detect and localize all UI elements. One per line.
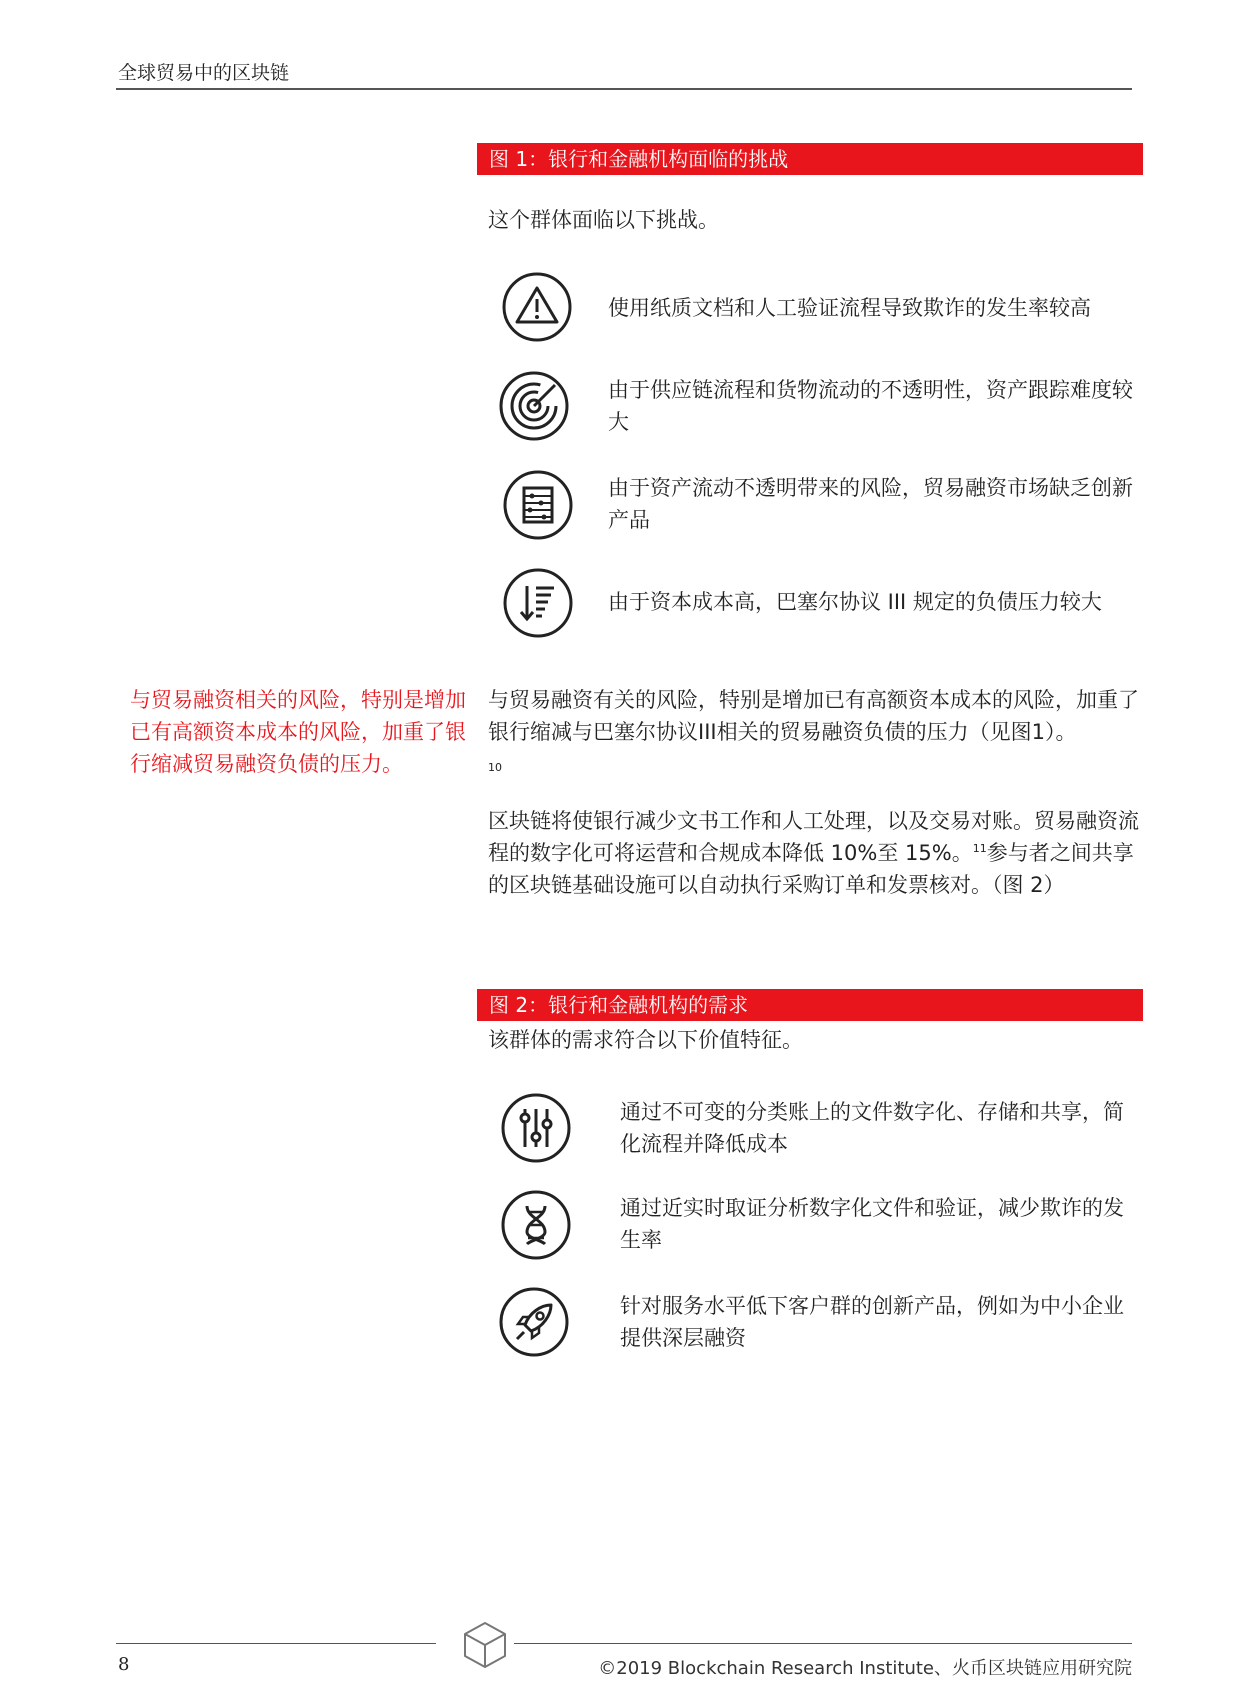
footer-credit: ©2019 Blockchain Research Institute、火币区块链应用研究院 (598, 1658, 1132, 1679)
figure1-title: 图 1：银行和金融机构面临的挑战 (477, 143, 1143, 175)
figure2-item-1: 通过不可变的分类账上的文件数字化、存储和共享，简化流程并降低成本 (620, 1100, 1124, 1156)
footer-rule-right (514, 1643, 1132, 1644)
sliders-icon (501, 1093, 571, 1163)
figure1-item-3: 由于资产流动不透明带来的风险，贸易融资市场缺乏创新产品 (608, 476, 1133, 532)
figure2-intro: 该群体的需求符合以下价值特征。 (488, 1028, 803, 1052)
footnote-ref-11[interactable]: 11 (972, 842, 987, 855)
paragraph-2-text-a: 区块链将使银行减少文书工作和人工处理，以及交易对账。贸易融资流程的数字化可将运营和合规成本降低 10%至 15%。 (488, 809, 1139, 865)
rocket-icon (499, 1287, 569, 1357)
running-title: 全球贸易中的区块链 (118, 62, 290, 84)
header-divider (116, 88, 1132, 90)
paragraph-2-text-b: 参与者之间共享的区块链基础设施可以自动执行采购订单和发票核对。（图 2） (488, 841, 1134, 897)
body-paragraph-2 (488, 805, 1144, 901)
radar-icon (499, 371, 569, 441)
figure2-item-3: 针对服务水平低下客户群的创新产品，例如为中小企业提供深层融资 (620, 1294, 1124, 1350)
pull-quote: 与贸易融资相关的风险，特别是增加已有高额资本成本的风险，加重了银行缩减贸易融资负债的压力。 (130, 688, 466, 776)
footer-rule-left (116, 1643, 436, 1644)
cube-logo-icon (462, 1620, 508, 1670)
dna-icon (501, 1190, 571, 1260)
figure1-item-1: 使用纸质文档和人工验证流程导致欺诈的发生率较高 (608, 296, 1091, 320)
figure2-item-2: 通过近实时取证分析数字化文件和验证，减少欺诈的发生率 (620, 1196, 1124, 1252)
sort-descending-icon (503, 568, 573, 638)
abacus-icon (503, 470, 573, 540)
paragraph-1-text: 与贸易融资有关的风险，特别是增加已有高额资本成本的风险，加重了银行缩减与巴塞尔协议III相关的贸易融资负债的压力（见图1）。 (488, 688, 1139, 744)
footnote-ref-10[interactable]: 10 (488, 761, 502, 774)
figure2-title: 图 2：银行和金融机构的需求 (477, 989, 1143, 1021)
warning-icon (502, 272, 572, 342)
figure1-item-2: 由于供应链流程和货物流动的不透明性，资产跟踪难度较大 (608, 378, 1133, 434)
body-paragraph-1 (488, 684, 1144, 780)
page-number: 8 (118, 1654, 130, 1675)
figure1-item-4: 由于资本成本高，巴塞尔协议 III 规定的负债压力较大 (608, 590, 1102, 614)
figure1-intro: 这个群体面临以下挑战。 (488, 208, 719, 232)
